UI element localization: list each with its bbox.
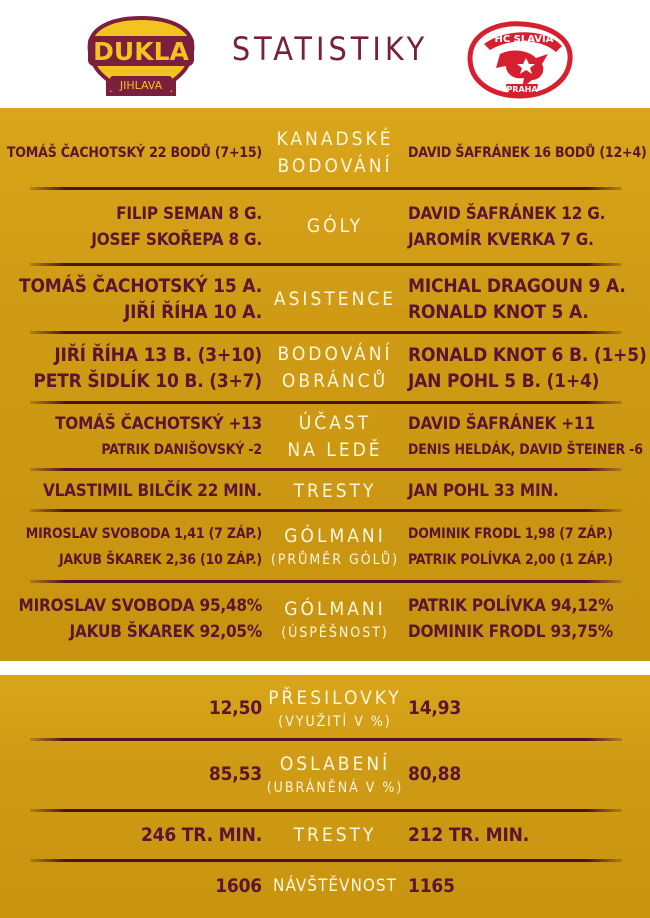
away-value: 14,93: [408, 697, 462, 719]
home-logo-text: DUKLA: [93, 37, 189, 66]
away-leader: DAVID ŠAFRÁNEK +11: [408, 413, 595, 434]
player-stats-panel: [0, 108, 650, 661]
team-stats-panel: [0, 675, 650, 918]
divider: [30, 401, 622, 404]
category-label: TRESTY: [293, 479, 377, 502]
dukla-jihlava-logo: [82, 14, 200, 102]
home-value: 85,53: [208, 763, 262, 785]
stat-row-canadian-points: [0, 118, 650, 188]
away-leader: MICHAL DRAGOUN 9 A.: [408, 275, 626, 297]
team-row-attendance: [0, 863, 650, 909]
stat-row-goalies-gaa: [0, 513, 650, 580]
home-leader: PETR ŠIDLÍK 10 B. (3+7): [33, 370, 262, 392]
away-leader: DAVID ŠAFRÁNEK 12 G.: [408, 203, 606, 224]
home-leader: TOMÁŠ ČACHOTSKÝ +13: [55, 413, 262, 434]
slavia-praha-logo: [466, 18, 576, 100]
category-label: NÁVŠTĚVNOST: [273, 875, 397, 896]
divider: [30, 738, 622, 741]
away-leader: JAN POHL 33 MIN.: [408, 481, 559, 501]
category-label: TRESTY: [293, 823, 377, 846]
stat-row-goalies-save-pct: [0, 584, 650, 654]
home-leader: TOMÁŠ ČACHOTSKÝ 15 A.: [19, 275, 262, 297]
category-sublabel: (PRŮMĚR GÓLŮ): [270, 552, 400, 568]
home-leader: FILIP SEMAN 8 G.: [116, 203, 262, 224]
home-leader: PATRIK DANIŠOVSKÝ -2: [101, 441, 262, 458]
category-label: OBRÁNCŮ: [281, 370, 389, 392]
category-label: GÓLY: [306, 215, 364, 237]
divider: [30, 809, 622, 812]
away-leader: DOMINIK FRODL 1,98 (7 ZÁP.): [408, 525, 613, 542]
category-label: ASISTENCE: [273, 287, 397, 310]
away-leader: DAVID ŠAFRÁNEK 16 BODŮ (12+4): [408, 145, 647, 161]
away-logo-text: HC SLAVIA: [494, 34, 554, 45]
category-sublabel: (ÚSPĚŠNOST): [281, 624, 389, 641]
away-leader: RONALD KNOT 6 B. (1+5): [408, 344, 647, 366]
divider: [30, 187, 622, 190]
home-leader: TOMÁŠ ČACHOTSKÝ 22 BODŮ (7+15): [6, 145, 262, 161]
away-leader: JAROMÍR KVERKA 7 G.: [408, 229, 594, 250]
category-label: BODOVÁNÍ: [277, 155, 393, 177]
away-value: 1165: [408, 875, 455, 897]
category-label: ÚČAST: [298, 411, 372, 434]
away-value: 212 TR. MIN.: [408, 824, 530, 846]
home-value: 1606: [215, 875, 262, 897]
home-leader: JAKUB ŠKAREK 2,36 (10 ZÁP.): [59, 551, 262, 568]
header: [0, 0, 650, 108]
category-label: OSLABENÍ: [279, 752, 391, 775]
away-leader: DENIS HELDÁK, DAVID ŠTEINER -6: [408, 441, 643, 458]
home-leader: VLASTIMIL BILČÍK 22 MIN.: [42, 481, 262, 501]
divider: [30, 263, 622, 266]
home-logo-subtext: JIHLAVA: [119, 79, 163, 92]
category-label: NA LEDĚ: [287, 438, 383, 461]
home-leader: JOSEF SKOŘEPA 8 G.: [91, 229, 262, 250]
category-label: GÓLMANI: [284, 597, 386, 620]
away-leader: PATRIK POLÍVKA 2,00 (1 ZÁP.): [408, 551, 613, 568]
home-leader: JIŘÍ ŘÍHA 13 B. (3+10): [54, 344, 262, 366]
stat-row-plus-minus: [0, 405, 650, 468]
home-leader: MIROSLAV SVOBODA 95,48%: [18, 596, 262, 616]
category-sublabel: (VYUŽITÍ V %): [278, 713, 392, 730]
home-value: 12,50: [208, 697, 262, 719]
divider: [30, 859, 622, 862]
divider: [30, 509, 622, 512]
divider: [30, 331, 622, 334]
away-logo-subtext: PRAHA: [506, 85, 538, 94]
category-sublabel: (UBRÁNĚNÁ V %): [266, 779, 404, 796]
team-row-penalty-kill: [0, 742, 650, 806]
away-leader: RONALD KNOT 5 A.: [408, 301, 589, 323]
divider: [30, 580, 622, 583]
team-row-powerplay: [0, 679, 650, 737]
away-leader: JAN POHL 5 B. (1+4): [408, 370, 600, 392]
page-title: STATISTIKY: [231, 30, 429, 68]
category-label: PŘESILOVKY: [268, 686, 402, 709]
away-leader: PATRIK POLÍVKA 94,12%: [408, 596, 614, 616]
panel-gap: [0, 661, 650, 675]
divider: [30, 468, 622, 471]
stat-row-assists: [0, 267, 650, 331]
stat-row-penalties: [0, 472, 650, 510]
home-leader: MIROSLAV SVOBODA 1,41 (7 ZÁP.): [25, 525, 262, 542]
category-label: GÓLMANI: [284, 525, 386, 547]
home-leader: JAKUB ŠKAREK 92,05%: [69, 622, 262, 642]
home-leader: JIŘÍ ŘÍHA 10 A.: [124, 301, 262, 323]
team-row-penalty-minutes: [0, 813, 650, 857]
category-label: BODOVÁNÍ: [277, 343, 393, 365]
away-value: 80,88: [408, 763, 462, 785]
category-label: KANADSKÉ: [276, 128, 394, 150]
stat-row-defense-points: [0, 335, 650, 401]
home-value: 246 TR. MIN.: [140, 824, 262, 846]
stat-row-goals: [0, 191, 650, 262]
away-leader: DOMINIK FRODL 93,75%: [408, 622, 613, 642]
